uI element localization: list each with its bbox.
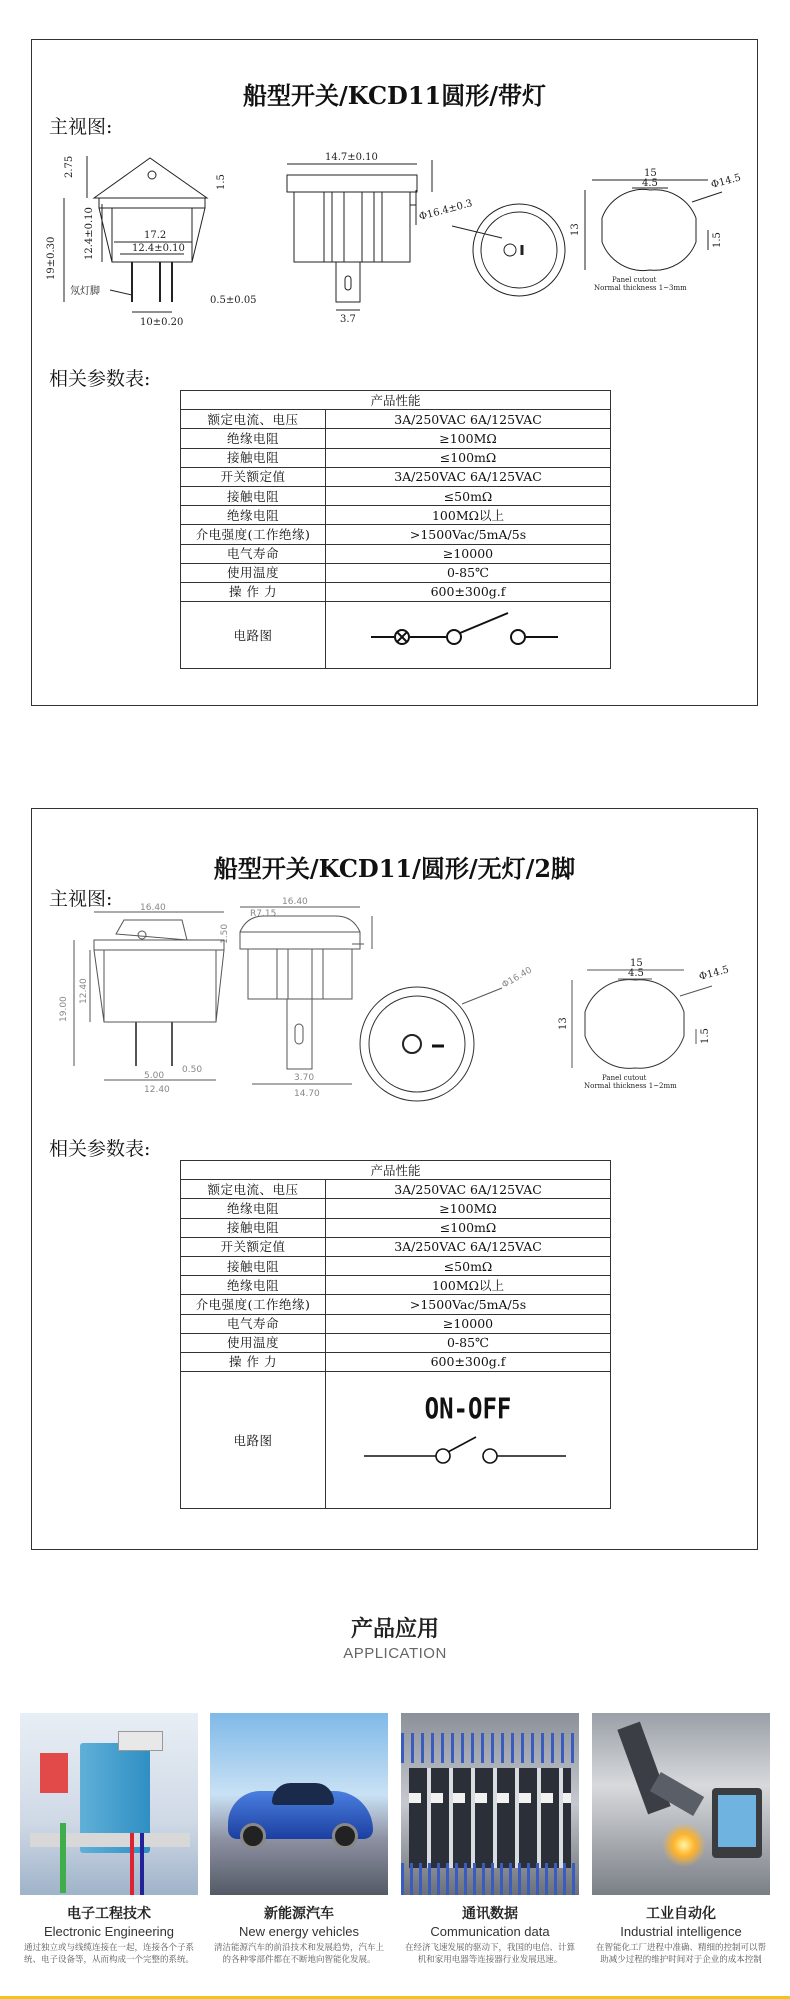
svg-text:5.00: 5.00 bbox=[144, 1071, 165, 1081]
svg-text:Panel cutout: Panel cutout bbox=[612, 276, 657, 284]
table-row: 使用温度 0-85℃ bbox=[181, 563, 611, 582]
svg-text:3.70: 3.70 bbox=[294, 1073, 315, 1083]
table-row: 额定电流、电压 3A/250VAC 6A/125VAC bbox=[181, 1180, 611, 1199]
table-header: 产品性能 bbox=[181, 1161, 611, 1180]
svg-text:10±0.20: 10±0.20 bbox=[140, 317, 184, 328]
application-name: 电子工程技术 bbox=[67, 1906, 151, 1922]
main-view-label: 主视图: bbox=[49, 888, 113, 910]
circuit-diagram bbox=[326, 1372, 611, 1509]
table-row: 开关额定值 3A/250VAC 6A/125VAC bbox=[181, 1237, 611, 1256]
svg-text:19.00: 19.00 bbox=[59, 996, 69, 1022]
params-label: 相关参数表: bbox=[49, 368, 151, 390]
svg-text:12.4±0.10: 12.4±0.10 bbox=[132, 243, 185, 254]
application-card bbox=[592, 1713, 770, 1978]
on-off-caption: ON-OFF bbox=[424, 1391, 512, 1426]
application-card bbox=[401, 1713, 579, 1978]
circuit-row bbox=[181, 1372, 611, 1509]
svg-text:15: 15 bbox=[644, 168, 657, 179]
panel-title: 船型开关/KCD11圆形/带灯 bbox=[242, 81, 547, 110]
table-row: 绝缘电阻 ≥100MΩ bbox=[181, 429, 611, 448]
table-row: 介电强度(工作绝缘) >1500Vac/5mA/5s bbox=[181, 525, 611, 544]
svg-text:Φ14.5: Φ14.5 bbox=[709, 172, 743, 191]
svg-text:13: 13 bbox=[570, 223, 581, 236]
table-row: 接触电阻 ≤100mΩ bbox=[181, 1218, 611, 1237]
svg-text:14.70: 14.70 bbox=[294, 1089, 320, 1099]
svg-text:0.5±0.05: 0.5±0.05 bbox=[210, 295, 257, 306]
table-row: 绝缘电阻 100MΩ以上 bbox=[181, 1276, 611, 1295]
main-view-label: 主视图: bbox=[49, 116, 113, 138]
table-row: 接触电阻 ≤50mΩ bbox=[181, 1256, 611, 1275]
table-row: 操 作 力 600±300g.f bbox=[181, 1352, 611, 1371]
params-label: 相关参数表: bbox=[49, 1138, 151, 1160]
svg-text:19±0.30: 19±0.30 bbox=[46, 236, 57, 280]
robot-image bbox=[592, 1713, 770, 1895]
table-row: 使用温度 0-85℃ bbox=[181, 1333, 611, 1352]
svg-text:17.2: 17.2 bbox=[144, 230, 167, 241]
table-row: 开关额定值 3A/250VAC 6A/125VAC bbox=[181, 467, 611, 486]
application-en: Industrial intelligence bbox=[620, 1924, 742, 1939]
svg-text:1.5: 1.5 bbox=[700, 1028, 711, 1044]
application-en: Electronic Engineering bbox=[43, 1924, 175, 1939]
electronics-image bbox=[20, 1713, 198, 1895]
svg-text:12.40: 12.40 bbox=[144, 1085, 170, 1095]
application-name: 工业自动化 bbox=[646, 1906, 716, 1922]
svg-text:14.7±0.10: 14.7±0.10 bbox=[325, 152, 378, 163]
svg-text:Normal thickness 1~3mm: Normal thickness 1~3mm bbox=[594, 284, 687, 292]
car-image bbox=[210, 1713, 388, 1895]
svg-text:12.40: 12.40 bbox=[79, 978, 89, 1004]
circuit-label: 电路图 bbox=[181, 602, 326, 669]
table-row: 电气寿命 ≥10000 bbox=[181, 1314, 611, 1333]
svg-text:0.50: 0.50 bbox=[182, 1065, 203, 1075]
circuit-diagram bbox=[326, 602, 611, 669]
table-row: 电气寿命 ≥10000 bbox=[181, 544, 611, 563]
spec-table bbox=[180, 1160, 611, 1509]
applications-subtitle: APPLICATION bbox=[343, 1645, 447, 1662]
application-card bbox=[210, 1713, 388, 1978]
svg-text:4.5: 4.5 bbox=[642, 178, 658, 189]
table-header: 产品性能 bbox=[181, 391, 611, 410]
svg-text:R7.15: R7.15 bbox=[250, 909, 277, 919]
table-row: 接触电阻 ≤50mΩ bbox=[181, 486, 611, 505]
svg-text:1.5: 1.5 bbox=[712, 232, 723, 248]
svg-text:1.50: 1.50 bbox=[220, 923, 230, 944]
svg-text:15: 15 bbox=[630, 958, 643, 969]
table-row: 介电强度(工作绝缘) >1500Vac/5mA/5s bbox=[181, 1295, 611, 1314]
application-card bbox=[20, 1713, 198, 1978]
svg-text:13: 13 bbox=[558, 1017, 569, 1030]
table-row: 操 作 力 600±300g.f bbox=[181, 582, 611, 601]
circuit-row bbox=[181, 602, 611, 669]
table-row: 额定电流、电压 3A/250VAC 6A/125VAC bbox=[181, 410, 611, 429]
application-en: New energy vehicles bbox=[239, 1924, 359, 1939]
svg-text:16.40: 16.40 bbox=[282, 897, 308, 907]
svg-text:Φ16.4±0.3: Φ16.4±0.3 bbox=[417, 198, 474, 223]
application-desc: 在经济飞速发展的驱动下，我国的电信、计算机和家用电器等连接器行业发展迅速。 bbox=[404, 1943, 575, 1965]
product-panel-1 bbox=[31, 39, 758, 706]
svg-text:2.75: 2.75 bbox=[64, 155, 75, 178]
table-row: 接触电阻 ≤100mΩ bbox=[181, 448, 611, 467]
svg-text:12.4±0.10: 12.4±0.10 bbox=[84, 207, 95, 260]
svg-text:Normal thickness 1~2mm: Normal thickness 1~2mm bbox=[584, 1082, 677, 1090]
table-row: 绝缘电阻 ≥100MΩ bbox=[181, 1199, 611, 1218]
application-name: 通讯数据 bbox=[462, 1906, 518, 1922]
product-panel-2 bbox=[31, 808, 758, 1550]
switch-symbol-icon bbox=[326, 603, 610, 663]
svg-text:4.5: 4.5 bbox=[628, 968, 644, 979]
table-row: 绝缘电阻 100MΩ以上 bbox=[181, 506, 611, 525]
svg-text:16.40: 16.40 bbox=[140, 903, 166, 913]
svg-text:氖灯脚: 氖灯脚 bbox=[70, 286, 100, 297]
svg-text:1.5: 1.5 bbox=[216, 174, 227, 190]
svg-text:3.7: 3.7 bbox=[340, 314, 356, 325]
svg-text:Φ14.5: Φ14.5 bbox=[697, 964, 731, 983]
svg-text:Panel cutout: Panel cutout bbox=[602, 1074, 647, 1082]
application-desc: 清洁能源汽车的前沿技术和发展趋势，汽车上的各种零部件都在不断地向智能化发展。 bbox=[213, 1943, 384, 1965]
application-desc: 在智能化工厂进程中准确、精细的控制可以帮助减少过程的维护时间对于企业的成本控制 bbox=[595, 1943, 766, 1965]
circuit-label: 电路图 bbox=[181, 1372, 326, 1509]
application-desc: 通过独立或与线缆连接在一起，连接各个子系统、电子设备等，从而构成一个完整的系统。 bbox=[23, 1943, 194, 1965]
spec-table bbox=[180, 390, 611, 669]
switch-symbol-icon bbox=[326, 1428, 610, 1468]
application-name: 新能源汽车 bbox=[264, 1906, 334, 1922]
svg-text:Φ16.40: Φ16.40 bbox=[500, 965, 534, 991]
applications-title: 产品应用 bbox=[350, 1617, 439, 1642]
panel-title: 船型开关/KCD11/圆形/无灯/2脚 bbox=[213, 854, 576, 883]
technical-drawing bbox=[32, 130, 759, 400]
application-en: Communication data bbox=[430, 1924, 550, 1939]
network-image bbox=[401, 1713, 579, 1895]
